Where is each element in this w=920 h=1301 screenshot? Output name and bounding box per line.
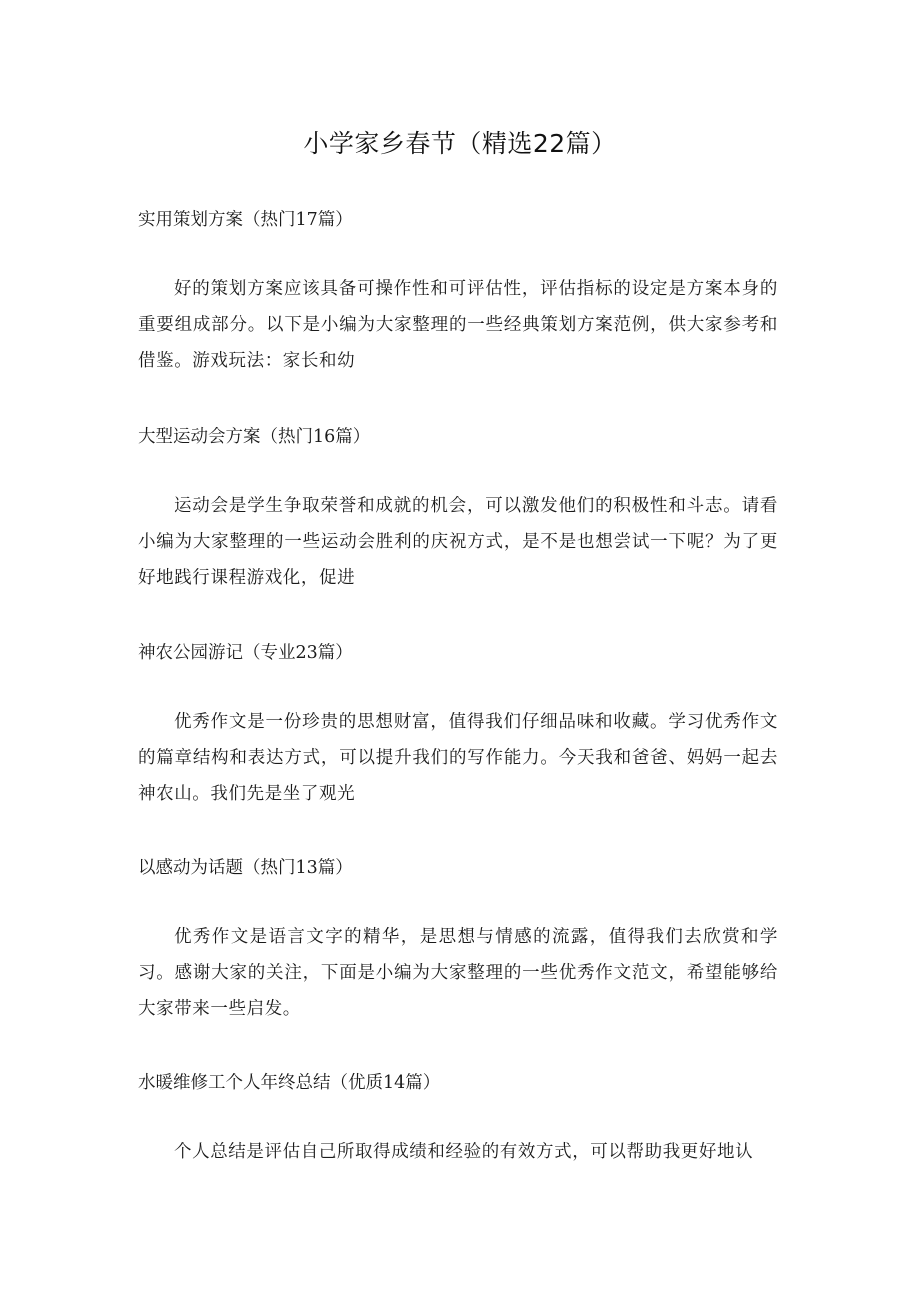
article-section bbox=[138, 856, 778, 1027]
document-title: 小学家乡春节（精选22篇） bbox=[303, 129, 617, 158]
article-section bbox=[138, 425, 778, 596]
article-section bbox=[138, 1071, 778, 1170]
article-summary: 优秀作文是语言文字的精华，是思想与情感的流露，值得我们去欣赏和学习。感谢大家的关注，下面是小编为大家整理的一些优秀作文范文，希望能够给大家带来一些启发。 bbox=[138, 927, 778, 1019]
article-heading: 以感动为话题（热门13篇） bbox=[138, 858, 353, 878]
article-summary: 好的策划方案应该具备可操作性和可评估性，评估指标的设定是方案本身的重要组成部分。以下是小编为大家整理的一些经典策划方案范例，供大家参考和借鉴。游戏玩法：家长和幼 bbox=[138, 279, 778, 371]
article-summary: 优秀作文是一份珍贵的思想财富，值得我们仔细品味和收藏。学习优秀作文的篇章结构和表达方式，可以提升我们的写作能力。今天我和爸爸、妈妈一起去神农山。我们先是坐了观光 bbox=[138, 712, 778, 804]
article-heading: 水暖维修工个人年终总结（优质14篇） bbox=[138, 1073, 441, 1093]
article-section bbox=[138, 641, 778, 812]
article-heading: 大型运动会方案（热门16篇） bbox=[138, 427, 371, 447]
article-summary: 运动会是学生争取荣誉和成就的机会，可以激发他们的积极性和斗志。请看小编为大家整理的一些运动会胜利的庆祝方式，是不是也想尝试一下呢？为了更好地践行课程游戏化，促进 bbox=[138, 496, 778, 588]
article-heading: 实用策划方案（热门17篇） bbox=[138, 210, 353, 230]
article-summary: 个人总结是评估自己所取得成绩和经验的有效方式，可以帮助我更好地认 bbox=[174, 1142, 754, 1162]
article-heading: 神农公园游记（专业23篇） bbox=[138, 643, 353, 663]
article-section bbox=[138, 208, 778, 379]
